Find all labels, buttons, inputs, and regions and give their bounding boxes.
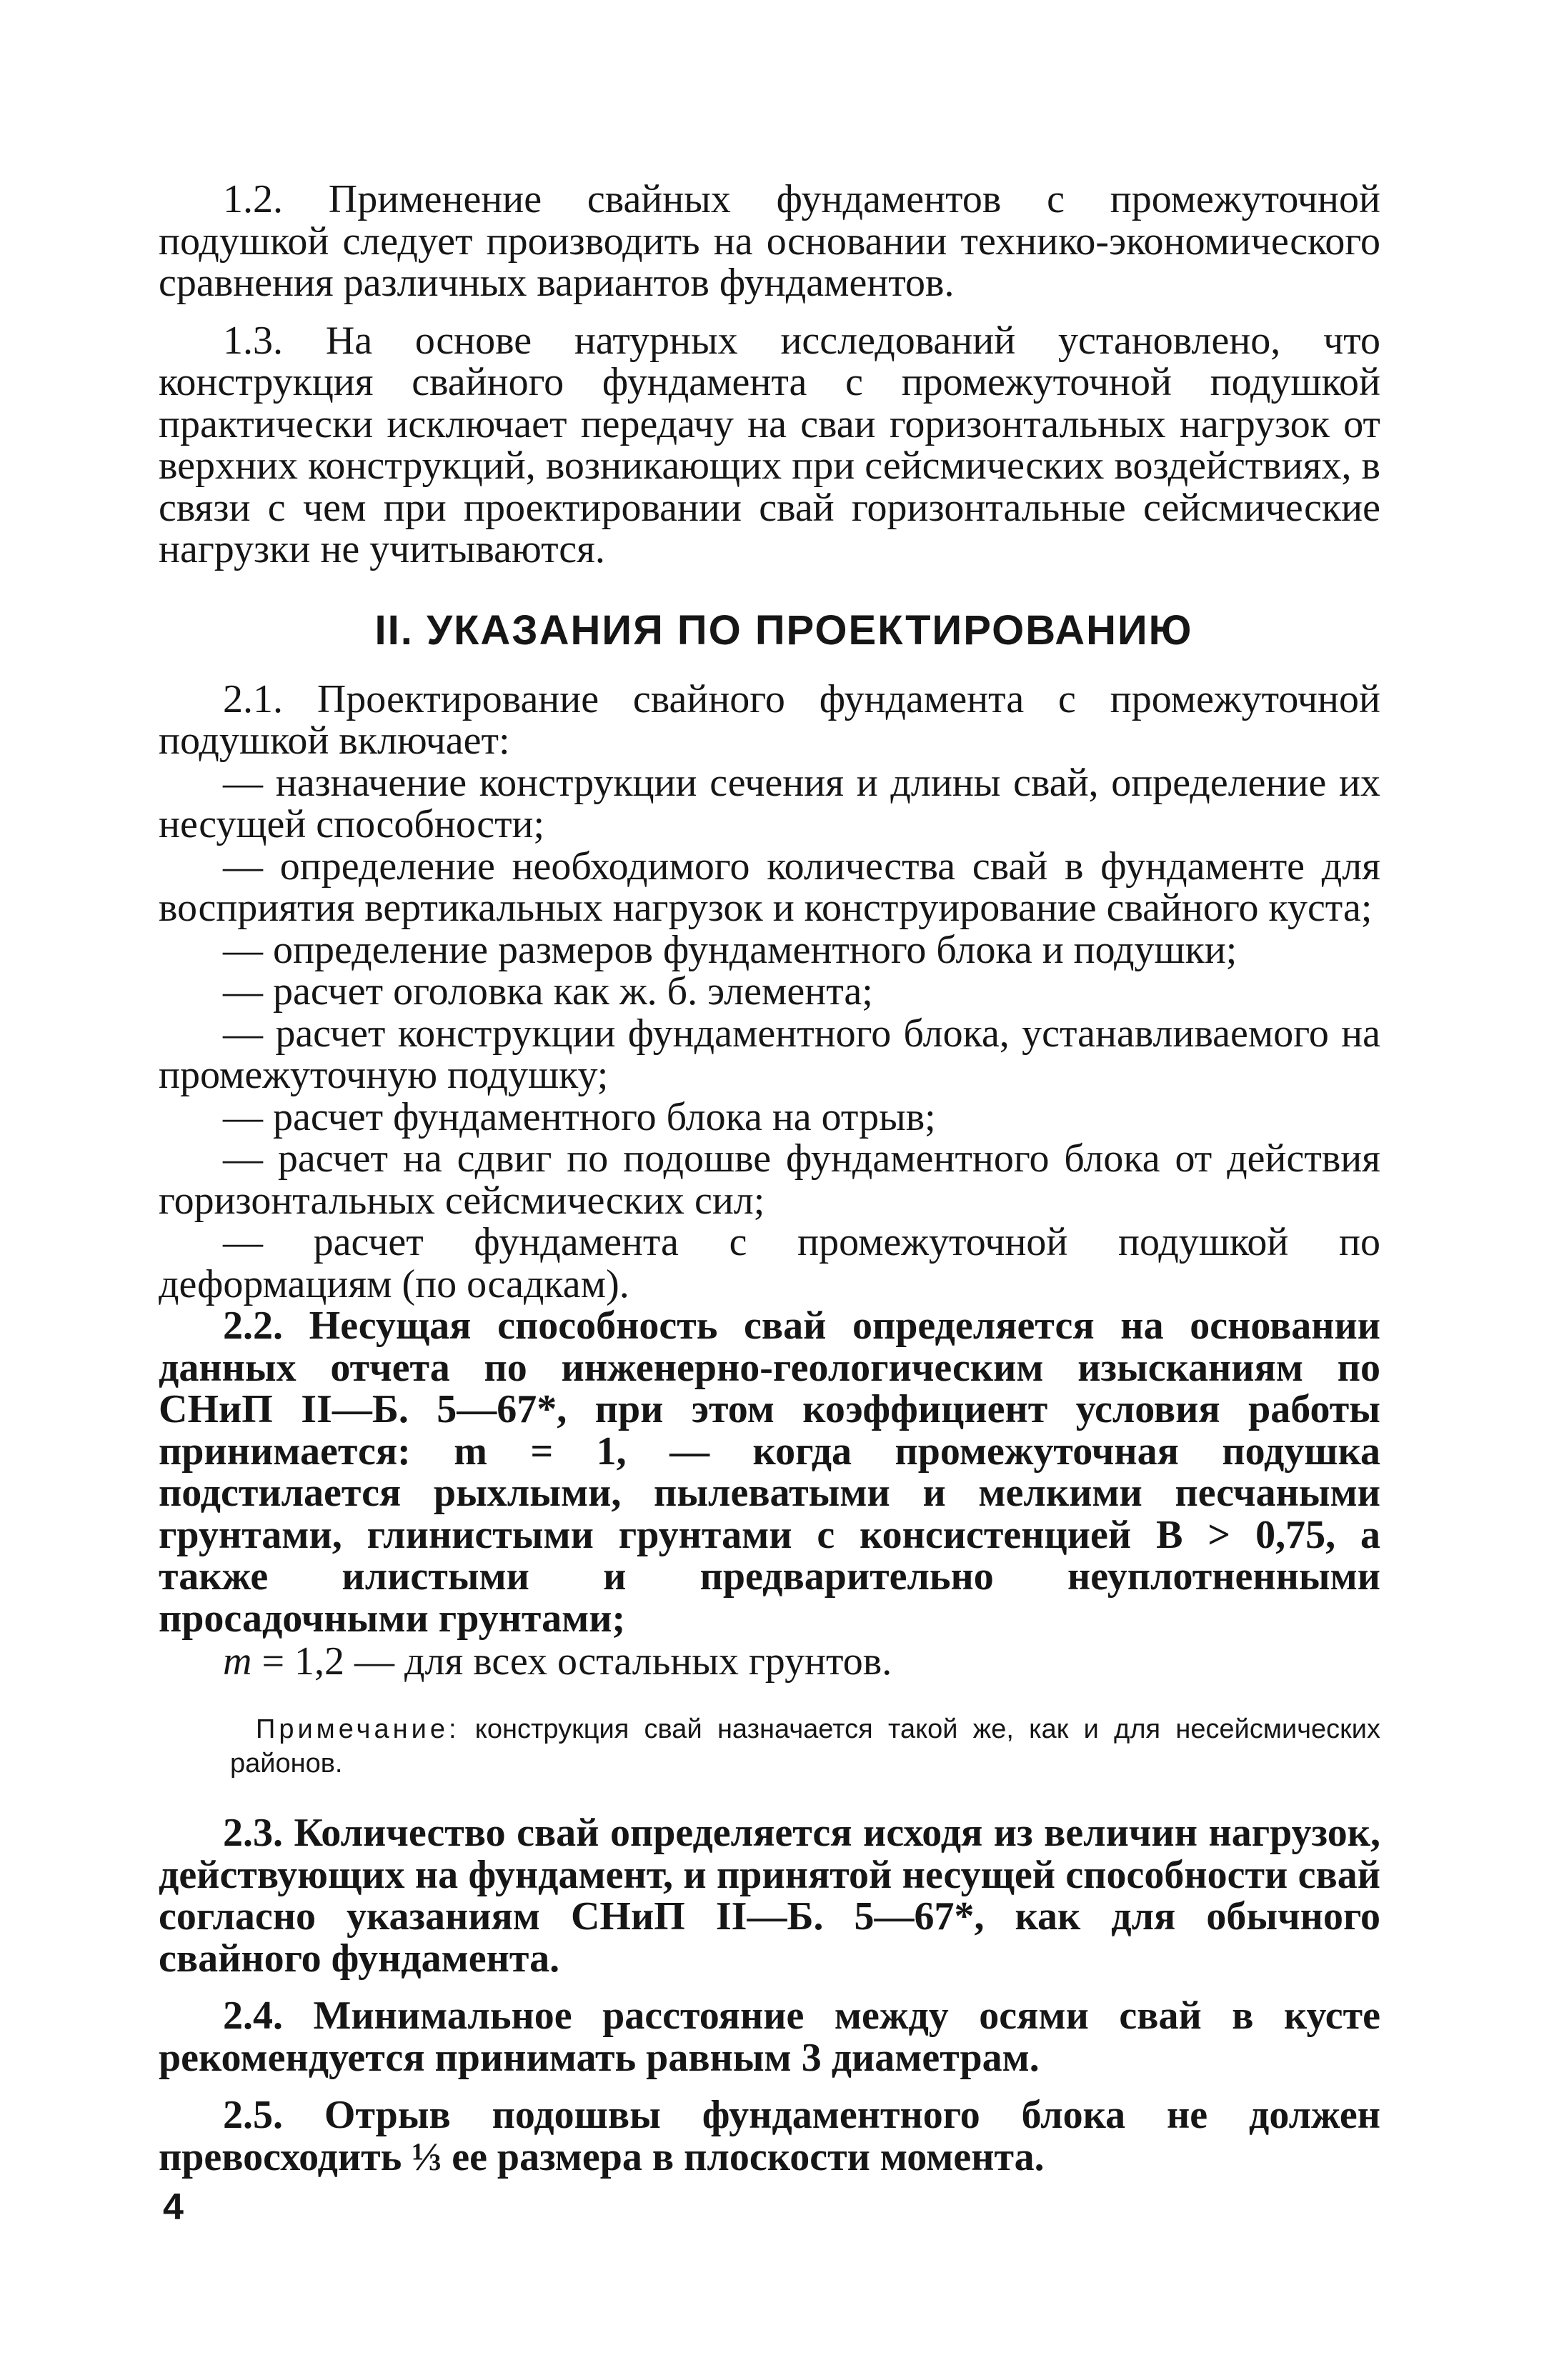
list-item: — определение необходимого количества свай в фундаменте для восприятия вертикальных нагрузок и конструирование свайного куста;: [159, 844, 1380, 930]
list-item: — назначение конструкции сечения и длины свай, определение их несущей способности;: [159, 760, 1380, 846]
formula-text: = 1,2 — для всех остальных грунтов.: [251, 1639, 892, 1684]
document-page: [159, 179, 1380, 2293]
note: [159, 1712, 1380, 1781]
list-item: — расчет на сдвиг по подошве фундаментного блока от действия горизонтальных сейсмических сил;: [159, 1136, 1380, 1223]
list-item: — расчет оголовка как ж. б. элемента;: [223, 969, 873, 1014]
paragraph-2-3: 2.3. Количество свай определяется исходя из величин нагрузок, действующих на фундамент, и принятой несущей способности свай согласно указаниям СНиП II—Б. 5—67*, как для обычного свайного фундамента.: [159, 1811, 1380, 1981]
note-text: конструкция свай назначается такой же, как и для несейсмических районов.: [230, 1714, 1380, 1779]
formula-line: [159, 1639, 1380, 1684]
list-item: — расчет конструкции фундаментного блока, устанавливаемого на промежуточную подушку;: [159, 1011, 1380, 1097]
paragraph-2-2: 2.2. Несущая способность свай определяется на основании данных отчета по инженерно-геологическим изысканиям по СНиП II—Б. 5—67*, при этом коэффициент условия работы принимается: m = 1, — когда промежуточная подушка подстилается рыхлыми, пылеватыми и мелкими песчаными грунтами, глинистыми грунтами с консистенцией B > 0,75, а также илистыми и предварительно неуплотненными просадочными грунтами;: [159, 1304, 1380, 1641]
list-item: — расчет фундаментного блока на отрыв;: [223, 1094, 936, 1139]
paragraph-2-5: 2.5. Отрыв подошвы фундаментного блока не должен превосходить ⅓ ее размера в плоскости момента.: [159, 2093, 1380, 2179]
paragraph-2-1: 2.1. Проектирование свайного фундамента с промежуточной подушкой включает:: [159, 676, 1380, 763]
paragraph-2-4: 2.4. Минимальное расстояние между осями свай в кусте рекомендуется принимать равным 3 диаметрам.: [159, 1994, 1380, 2080]
note-label: Примечание:: [256, 1714, 460, 1744]
paragraph-1-2: 1.2. Применение свайных фундаментов с промежуточной подушкой следует производить на основании технико-экономического сравнения различных вариантов фундаментов.: [159, 177, 1380, 305]
page-number: 4: [163, 2186, 184, 2228]
paragraph-1-3: 1.3. На основе натурных исследований установлено, что конструкция свайного фундамента с промежуточной подушкой практически исключает передачу на сваи горизонтальных нагрузок от верхних конструкций, возникающих при сейсмических воздействиях, в связи с чем при проектировании свай горизонтальные сейсмические нагрузки не учитываются.: [159, 318, 1380, 571]
formula-variable: m: [223, 1639, 252, 1684]
section-heading: II. УКАЗАНИЯ ПО ПРОЕКТИРОВАНИЮ: [374, 606, 1193, 654]
list-item: — определение размеров фундаментного блока и подушки;: [223, 927, 1237, 972]
list-item: — расчет фундамента с промежуточной подушкой по деформациям (по осадкам).: [159, 1220, 1380, 1306]
